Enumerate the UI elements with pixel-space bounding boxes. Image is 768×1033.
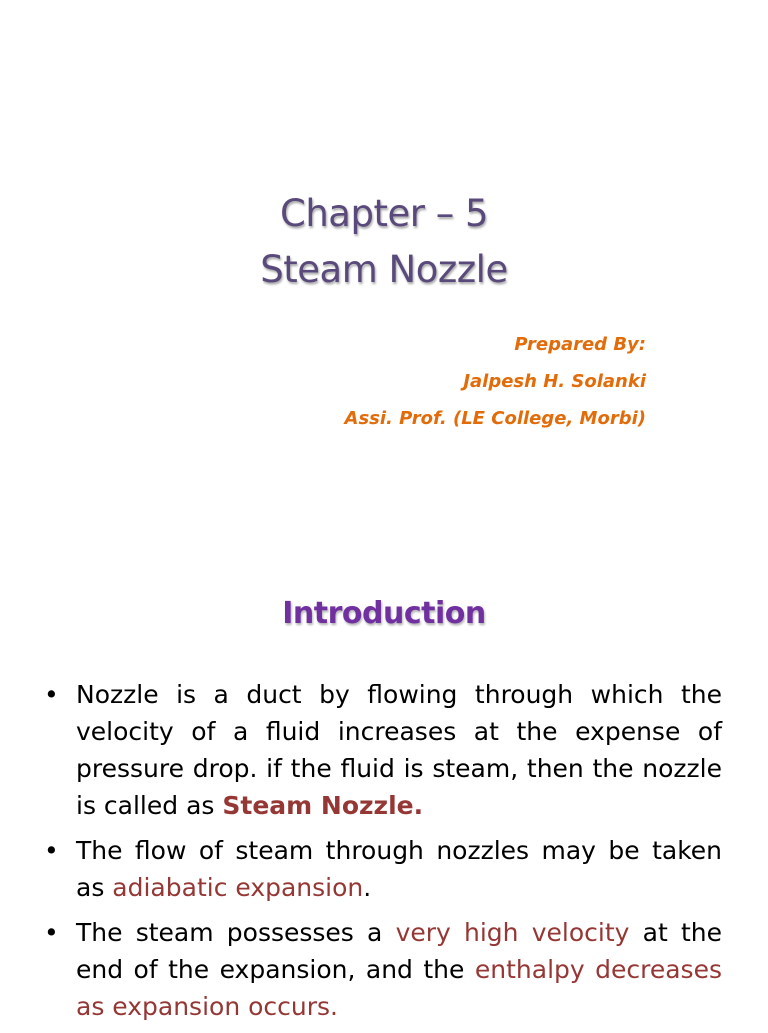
author-name: Jalpesh H. Solanki [463, 371, 646, 392]
bullet-text: The flow of steam through nozzles may be taken as [76, 836, 722, 902]
bullet-highlight: enthalpy decreases as expansion occurs. [76, 955, 722, 1021]
bullet-text: . [363, 873, 372, 902]
bullet-icon: • [44, 918, 59, 947]
bullet-item [44, 914, 722, 1025]
bullet-item [44, 676, 722, 824]
author-affiliation: Assi. Prof. (LE College, Morbi) [344, 408, 646, 429]
bullet-text: Nozzle is a duct by flowing through which the velocity of a fluid increases at the expense of pressure drop. if the fluid is steam, then the nozzle is called as [76, 680, 722, 820]
prepared-by-label: Prepared By: [514, 334, 646, 355]
chapter-subtitle: Steam Nozzle [260, 248, 508, 291]
bullet-list [44, 676, 722, 1033]
bullet-highlight: very high velocity [395, 918, 630, 947]
introduction-slide [0, 560, 768, 1024]
chapter-title: Chapter – 5 [280, 192, 488, 235]
bullet-highlight: Steam Nozzle. [222, 791, 424, 820]
bullet-text: at the end of the expansion, and the [76, 918, 722, 984]
bullet-text: The steam possesses a [76, 918, 396, 947]
bullet-item [44, 832, 722, 906]
bullet-highlight: adiabatic expansion [112, 873, 364, 902]
bullet-icon: • [44, 680, 59, 709]
section-heading: Introduction [282, 596, 486, 631]
bullet-icon: • [44, 836, 59, 865]
